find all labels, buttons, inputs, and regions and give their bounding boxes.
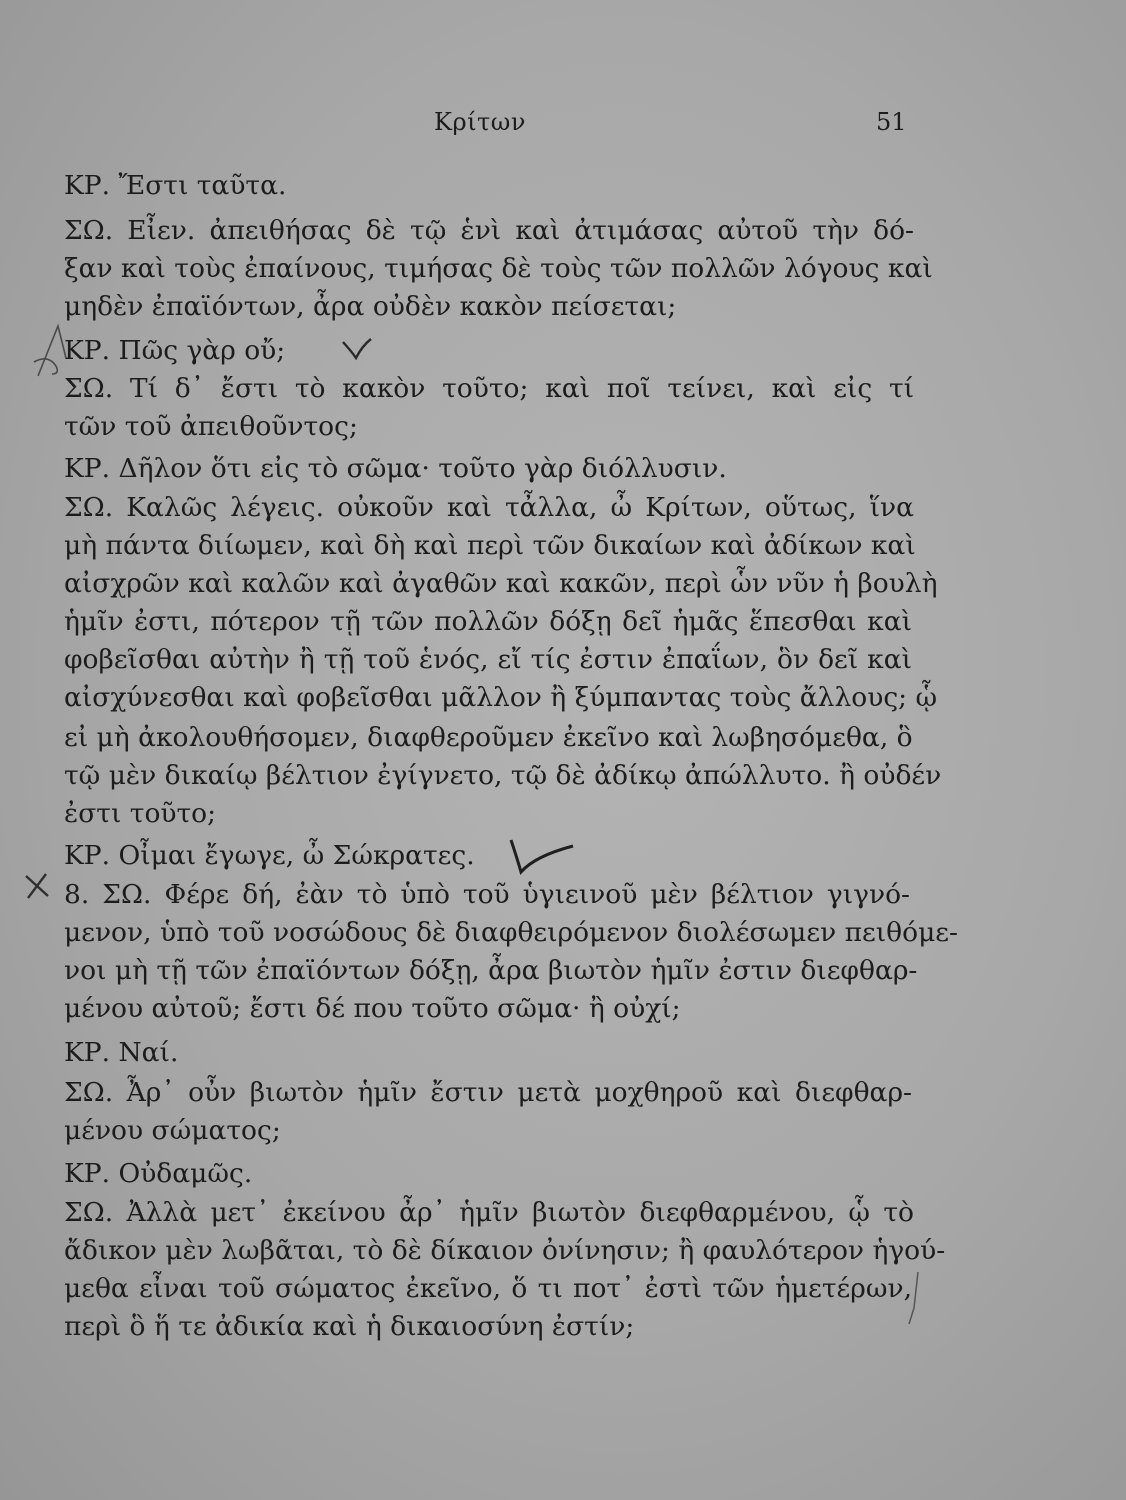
text-line: αἰσχρῶν καὶ καλῶν καὶ ἀγαθῶν καὶ κακῶν, περὶ ὧν νῦν ἡ βουλὴ xyxy=(64,568,938,599)
text-line: μὴ πάντα διίωμεν, καὶ δὴ καὶ περὶ τῶν δικαίων καὶ ἀδίκων καὶ xyxy=(64,530,916,561)
text-line: ΣΩ. Τί δ᾽ ἔστι τὸ κακὸν τοῦτο; καὶ ποῖ τείνει, καὶ εἰς τί xyxy=(64,373,914,404)
running-header-title: Κρίτων xyxy=(434,108,526,136)
text-line: μενον, ὑπὸ τοῦ νοσώδους δὲ διαφθειρόμενον διολέσωμεν πειθόμε- xyxy=(64,917,958,948)
text-line: ΚΡ. Δῆλον ὅτι εἰς τὸ σῶμα· τοῦτο γὰρ διόλλυσιν. xyxy=(64,453,727,484)
text-line: ΚΡ. Οἶμαι ἔγωγε, ὦ Σώκρατες. xyxy=(64,840,475,871)
text-line: αἰσχύνεσθαι καὶ φοβεῖσθαι μᾶλλον ἢ ξύμπαντας τοὺς ἄλλους; ᾧ xyxy=(64,682,938,713)
text-line: ξαν καὶ τοὺς ἐπαίνους, τιμήσας δὲ τοὺς τῶν πολλῶν λόγους καὶ xyxy=(64,253,933,284)
text-line: ΣΩ. Εἶεν. ἀπειθήσας δὲ τῷ ἑνὶ καὶ ἀτιμάσας αὐτοῦ τὴν δό- xyxy=(64,215,914,246)
text-line: ΣΩ. Ἀλλὰ μετ᾽ ἐκείνου ἆρ᾽ ἡμῖν βιωτὸν διεφθαρμένου, ᾧ τὸ xyxy=(64,1197,914,1228)
text-line: ΚΡ. Ἔστι ταῦτα. xyxy=(64,170,287,201)
text-line: ΣΩ. Ἆρ᾽ οὖν βιωτὸν ἡμῖν ἔστιν μετὰ μοχθηροῦ καὶ διεφθαρ- xyxy=(64,1077,912,1108)
text-line: τῷ μὲν δικαίῳ βέλτιον ἐγίγνετο, τῷ δὲ ἀδίκῳ ἀπώλλυτο. ἢ οὐδέν xyxy=(64,760,942,791)
text-line: ΚΡ. Ναί. xyxy=(64,1037,179,1068)
page-number: 51 xyxy=(876,108,907,136)
text-line: τῶν τοῦ ἀπειθοῦντος; xyxy=(64,411,358,442)
text-line: ΚΡ. Οὐδαμῶς. xyxy=(64,1158,253,1189)
text-line: μένου αὐτοῦ; ἔστι δέ που τοῦτο σῶμα· ἢ οὐχί; xyxy=(64,993,681,1024)
text-line: εἰ μὴ ἀκολουθήσομεν, διαφθεροῦμεν ἐκεῖνο καὶ λωβησόμεθα, ὃ xyxy=(64,722,913,753)
text-line: ΣΩ. Καλῶς λέγεις. οὐκοῦν καὶ τἆλλα, ὦ Κρίτων, οὕτως, ἵνα xyxy=(64,492,914,523)
text-line: νοι μὴ τῇ τῶν ἐπαϊόντων δόξῃ, ἆρα βιωτὸν ἡμῖν ἐστιν διεφθαρ- xyxy=(64,955,918,986)
text-line: ἄδικον μὲν λωβᾶται, τὸ δὲ δίκαιον ὀνίνησιν; ἢ φαυλότερον ἡγού- xyxy=(64,1235,946,1266)
text-line: μηδὲν ἐπαϊόντων, ἆρα οὐδὲν κακὸν πείσεται; xyxy=(64,291,677,322)
text-line: ἐστι τοῦτο; xyxy=(64,798,217,829)
text-line: ἡμῖν ἐστι, πότερον τῇ τῶν πολλῶν δόξῃ δεῖ ἡμᾶς ἕπεσθαι καὶ xyxy=(64,606,912,637)
text-line: φοβεῖσθαι αὐτὴν ἢ τῇ τοῦ ἑνός, εἴ τίς ἐστιν ἐπαΐων, ὃν δεῖ καὶ xyxy=(64,644,912,675)
text-line: ΚΡ. Πῶς γὰρ οὔ; xyxy=(64,335,286,366)
text-line: μένου σώματος; xyxy=(64,1115,281,1146)
text-line: μεθα εἶναι τοῦ σώματος ἐκεῖνο, ὅ τι ποτ᾽ ἐστὶ τῶν ἡμετέρων, xyxy=(64,1273,912,1304)
text-line: 8. ΣΩ. Φέρε δή, ἐὰν τὸ ὑπὸ τοῦ ὑγιεινοῦ μὲν βέλτιον γιγνό- xyxy=(64,879,910,910)
cross-mark-icon xyxy=(20,870,54,902)
text-line: περὶ ὃ ἥ τε ἀδικία καὶ ἡ δικαιοσύνη ἐστίν; xyxy=(64,1311,635,1342)
